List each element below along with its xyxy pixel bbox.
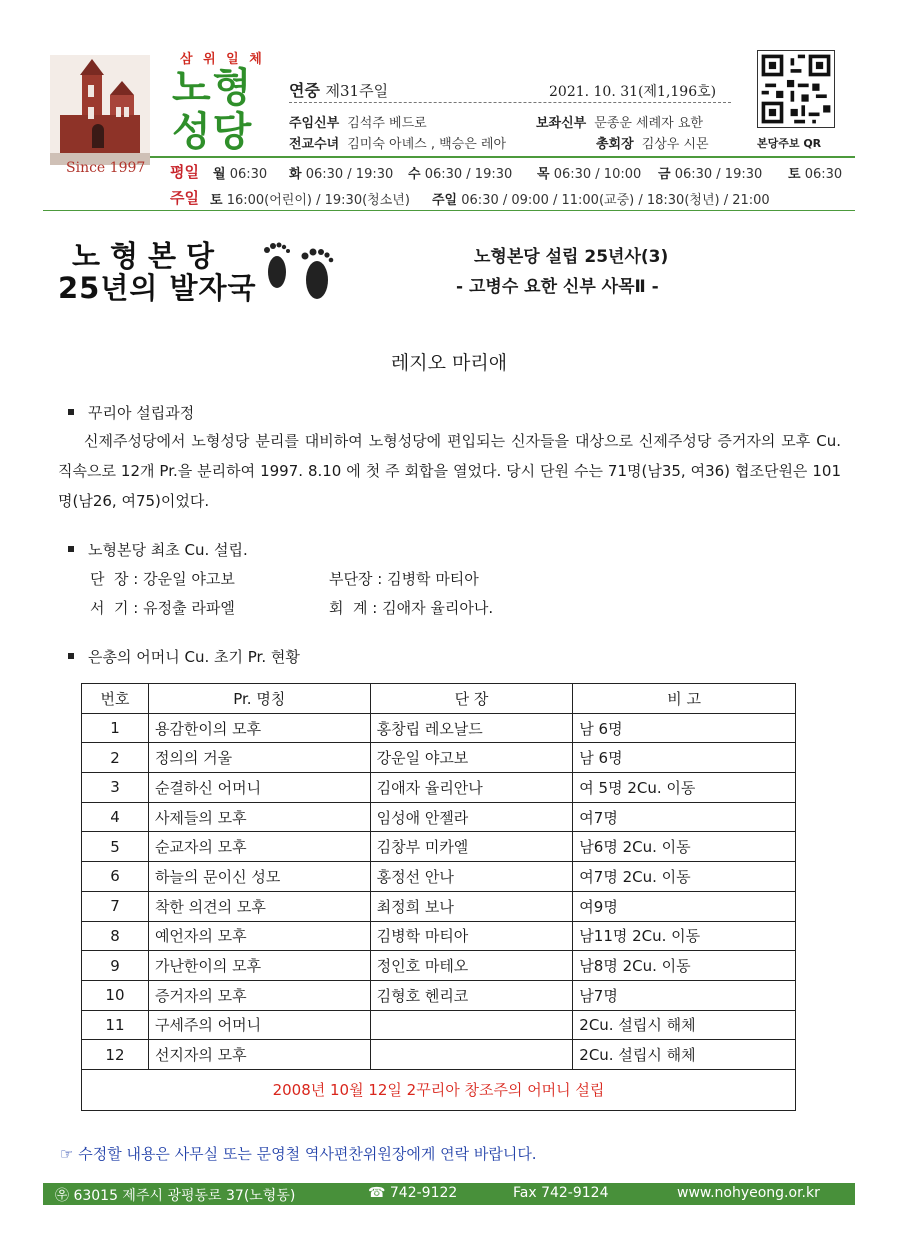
staff-role: 총회장: [596, 137, 634, 152]
weekday-mass-times: [170, 161, 199, 182]
sunday-mass-label: 주일: [170, 189, 199, 207]
day: 화: [289, 167, 302, 182]
bullet-square-icon: [68, 653, 74, 659]
cell-note: 여 5명 2Cu. 이동: [573, 773, 796, 803]
cell-note: 여7명 2Cu. 이동: [573, 862, 796, 892]
staff-role: 전교수녀: [289, 137, 340, 152]
officer-name: 유정출 라파엘: [143, 599, 235, 617]
time: 06:30 / 19:30: [305, 167, 394, 182]
qr-label: 본당주보 QR: [757, 137, 822, 150]
officer-role: 회 계: [329, 599, 368, 617]
section-title: 레지오 마리애: [390, 352, 508, 374]
cell-number: 8: [82, 921, 149, 951]
staff-name: 김상우 시몬: [641, 137, 709, 152]
table-row: [82, 980, 796, 1010]
cell-note: 여7명: [573, 802, 796, 832]
article-subtitle: - 고병수 요한 신부 사목Ⅱ -: [456, 277, 659, 297]
table-row: [82, 1010, 796, 1040]
cell-number: 9: [82, 951, 149, 981]
cell-praesidium: 예언자의 모후: [148, 921, 370, 951]
time: 06:30 / 09:00 / 11:00(교중) / 18:30(청년) / 21:00: [461, 193, 770, 208]
header-rule: [150, 156, 855, 158]
table-row: [82, 891, 796, 921]
cell-note: 2Cu. 설립시 해체: [573, 1040, 796, 1070]
footer-fax: Fax 742-9124: [513, 1185, 609, 1201]
table-row: [82, 743, 796, 773]
header-leader: 단 장: [370, 684, 573, 714]
cell-leader: 홍정선 안나: [370, 862, 573, 892]
table-row: [82, 1040, 796, 1070]
cell-leader: 강운일 야고보: [370, 743, 573, 773]
cell-praesidium: 착한 의견의 모후: [148, 891, 370, 921]
cell-number: 10: [82, 980, 149, 1010]
officer-vice: 부단장 : 김병학 마티아: [329, 570, 479, 588]
bullet-text: 은총의 어머니 Cu. 초기 Pr. 현황: [88, 648, 300, 666]
officer-role: 부단장: [329, 570, 373, 588]
logo-line-1: 노형: [172, 65, 254, 111]
qr-code[interactable]: [757, 50, 835, 128]
sunday-label: 연중: [289, 81, 320, 100]
header-note: 비 고: [573, 684, 796, 714]
divider: [289, 102, 731, 103]
bullet-initial-praesidia: [64, 646, 300, 667]
mass-mon: [213, 163, 267, 182]
staff-pastor: [289, 112, 427, 131]
cell-number: 11: [82, 1010, 149, 1040]
mass-sunday: [432, 189, 770, 208]
sunday-mass-times: [170, 187, 199, 208]
bullet-square-icon: [68, 409, 74, 415]
cell-praesidium: 사제들의 모후: [148, 802, 370, 832]
cell-praesidium: 용감한이의 모후: [148, 713, 370, 743]
footer-phone: ☎ 742-9122: [368, 1185, 458, 1201]
staff-president: [596, 133, 709, 152]
cell-number: 12: [82, 1040, 149, 1070]
time: 06:30 / 10:00: [553, 167, 642, 182]
logo-line-2: 성당: [172, 109, 254, 155]
cell-leader: 김애자 율리안나: [370, 773, 573, 803]
liturgical-sunday: [289, 78, 388, 101]
cell-praesidium: 하늘의 문이신 성모: [148, 862, 370, 892]
bullet-first-curia: [64, 539, 248, 560]
footer-website[interactable]: www.nohyeong.or.kr: [677, 1185, 820, 1201]
officer-name: 강운일 야고보: [143, 570, 235, 588]
cell-praesidium: 순결하신 어머니: [148, 773, 370, 803]
praesidia-table: [81, 683, 796, 1111]
church-illustration: [50, 55, 150, 165]
cell-number: 1: [82, 713, 149, 743]
table-row: [82, 713, 796, 743]
mass-tue: [289, 163, 393, 182]
mass-sat: [788, 163, 842, 182]
table-row: [82, 773, 796, 803]
time: 16:00(어린이) / 19:30(청소년): [226, 193, 410, 208]
issue-date: 2021. 10. 31(제1,196호): [549, 84, 717, 100]
cell-number: 6: [82, 862, 149, 892]
officer-role: 서 기: [90, 599, 129, 617]
cell-leader: 임성애 안젤라: [370, 802, 573, 832]
sunday-number: 제31주일: [325, 82, 389, 100]
cell-note: 남8명 2Cu. 이동: [573, 951, 796, 981]
weekday-label: 평일: [170, 163, 199, 181]
mass-thu: [537, 163, 641, 182]
header-bottom-rule: [43, 210, 855, 211]
staff-name: 김석주 베드로: [347, 116, 427, 131]
day: 주일: [432, 193, 458, 208]
day: 목: [537, 167, 550, 182]
cell-leader: [370, 1010, 573, 1040]
cell-praesidium: 가난한이의 모후: [148, 951, 370, 981]
day: 수: [408, 167, 421, 182]
cell-number: 7: [82, 891, 149, 921]
article-title: 노형본당 설립 25년사(3): [474, 247, 669, 267]
header-number: 번호: [82, 684, 149, 714]
bullet-text: 노형본당 최초 Cu. 설립.: [88, 541, 248, 559]
cell-leader: 김창부 미카엘: [370, 832, 573, 862]
table-row: [82, 862, 796, 892]
cell-leader: 김형호 헨리코: [370, 980, 573, 1010]
table-row: [82, 802, 796, 832]
time: 06:30 / 19:30: [424, 167, 513, 182]
table-row: [82, 832, 796, 862]
officer-name: 김병학 마티아: [387, 570, 479, 588]
banner-title-1: 노형본당: [72, 239, 225, 273]
mass-fri: [658, 163, 762, 182]
cell-note: 2Cu. 설립시 해체: [573, 1010, 796, 1040]
footer-address: ㉾ 63015 제주시 광평동로 37(노형동): [55, 1188, 296, 1204]
footprints-icon: [255, 232, 350, 304]
cell-note: 남 6명: [573, 743, 796, 773]
officer-president: 단 장 : 강운일 야고보: [90, 570, 235, 588]
cell-praesidium: 증거자의 모후: [148, 980, 370, 1010]
cell-leader: [370, 1040, 573, 1070]
time: 06:30: [804, 167, 843, 182]
staff-role: 주임신부: [289, 116, 340, 131]
table-header-row: [82, 684, 796, 714]
cell-praesidium: 순교자의 모후: [148, 832, 370, 862]
cell-note: 남7명: [573, 980, 796, 1010]
table-row: [82, 921, 796, 951]
staff-name: 문종운 세례자 요한: [594, 116, 703, 131]
table-footnote: 2008년 10월 12일 2꾸리아 창조주의 어머니 설립: [82, 1069, 796, 1110]
cell-number: 3: [82, 773, 149, 803]
header-name: Pr. 명칭: [148, 684, 370, 714]
day: 월: [213, 167, 226, 182]
day: 금: [658, 167, 671, 182]
cell-leader: 홍창립 레오날드: [370, 713, 573, 743]
officer-secretary: 서 기 : 유정출 라파엘: [90, 599, 235, 617]
cell-note: 남6명 2Cu. 이동: [573, 832, 796, 862]
time: 06:30 / 19:30: [674, 167, 763, 182]
staff-name: 김미숙 아녜스 , 백승은 레아: [347, 137, 507, 152]
staff-sisters: [289, 133, 506, 152]
cell-leader: 최정희 보나: [370, 891, 573, 921]
staff-assistant: [536, 112, 703, 131]
officer-role: 단 장: [90, 570, 129, 588]
bullet-curia-founding: [64, 402, 194, 423]
banner-title-2: 25년의 발자국: [58, 271, 257, 305]
cell-number: 5: [82, 832, 149, 862]
since-year: Since 1997: [66, 160, 146, 176]
slogan: 삼 위 일 체: [180, 52, 265, 67]
table-footer-row: [82, 1069, 796, 1110]
cell-leader: 정인호 마테오: [370, 951, 573, 981]
table-row: [82, 951, 796, 981]
cell-note: 여9명: [573, 891, 796, 921]
day: 토: [210, 193, 223, 208]
staff-role: 보좌신부: [536, 116, 587, 131]
cell-number: 4: [82, 802, 149, 832]
cell-note: 남 6명: [573, 713, 796, 743]
day: 토: [788, 167, 801, 182]
cell-praesidium: 구세주의 어머니: [148, 1010, 370, 1040]
bullet-text: 꾸리아 설립과정: [88, 404, 195, 422]
time: 06:30: [229, 167, 268, 182]
officer-treasurer: 회 계 : 김애자 율리아나.: [329, 599, 494, 617]
mass-sat-eve: [210, 189, 410, 208]
curia-founding-paragraph: 신제주성당에서 노형성당 분리를 대비하여 노형성당에 편입되는 신자들을 대상으로 신제주성당 증거자의 모후 Cu. 직속으로 12개 Pr.을 분리하여 1997. 8.10 에 첫 주 회합을 열었다. 당시 단원 수는 71명(남35, 여36) 협조단원은 101명(남26, 여75)이었다.: [58, 432, 841, 510]
cell-number: 2: [82, 743, 149, 773]
footer-bar: [43, 1183, 855, 1205]
officer-name: 김애자 율리아나.: [382, 599, 494, 617]
cell-leader: 김병학 마티아: [370, 921, 573, 951]
bullet-square-icon: [68, 546, 74, 552]
cell-note: 남11명 2Cu. 이동: [573, 921, 796, 951]
cell-praesidium: 선지자의 모후: [148, 1040, 370, 1070]
contact-notice: ☞ 수정할 내용은 사무실 또는 문영철 역사편찬위원장에게 연락 바랍니다.: [60, 1145, 537, 1163]
mass-wed: [408, 163, 512, 182]
cell-praesidium: 정의의 거울: [148, 743, 370, 773]
